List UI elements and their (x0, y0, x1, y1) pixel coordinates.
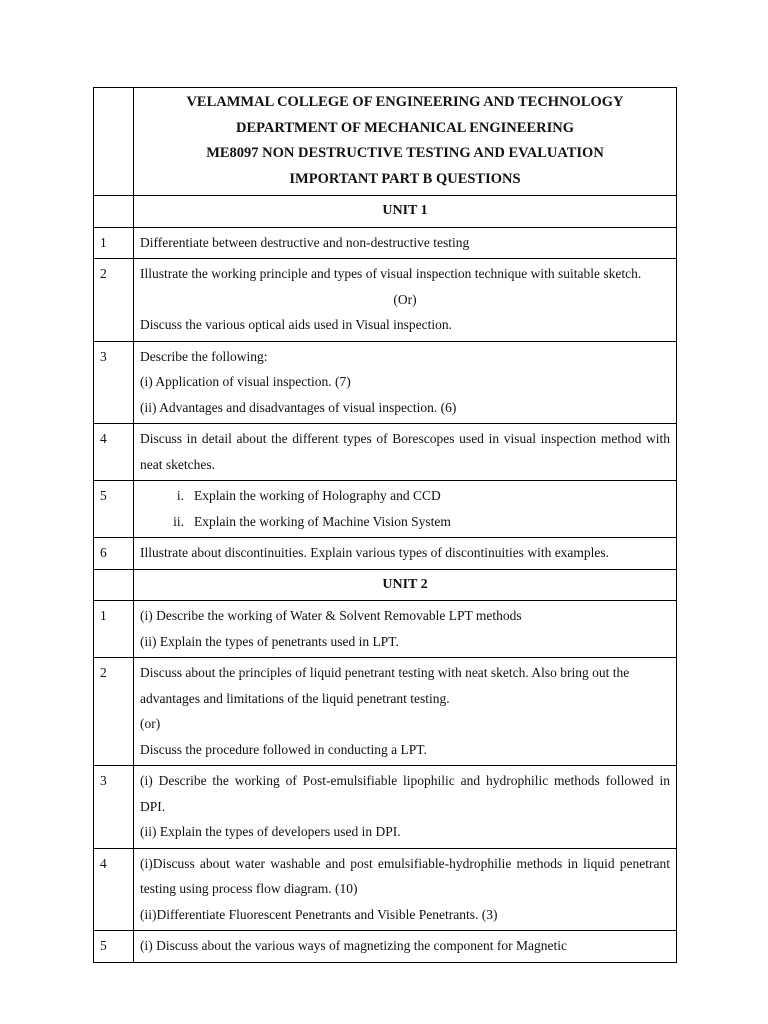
sub-question: (ii) Advantages and disadvantages of visual inspection. (6) (140, 399, 457, 415)
question-cell (134, 341, 677, 424)
alternate-question: Discuss the various optical aids used in Visual inspection. (140, 317, 453, 332)
question-text: Discuss in detail about the different types of Borescopes used in visual inspection method with neat sketches. (134, 424, 677, 481)
sub-question: (i) Describe the working of Post-emulsifiable lipophilic and hydrophilic methods followed in DPI. (140, 773, 670, 814)
question-text: Illustrate about discontinuities. Explain various types of discontinuities with examples. (134, 538, 677, 570)
table-row (94, 658, 677, 766)
sub-question: (i) Discuss about the various ways of magnetizing the component for Magnetic (140, 938, 568, 953)
table-row (94, 538, 677, 570)
roman-list (140, 483, 670, 534)
question-text: Discuss about the principles of liquid penetrant testing with neat sketch. Also bring out the advantages and limitations of the liquid penetrant testing. (140, 665, 630, 706)
question-number: 6 (94, 538, 134, 570)
question-text: Illustrate the working principle and types of visual inspection technique with suitable sketch. (140, 266, 642, 281)
questions-table (93, 87, 677, 963)
table-row (94, 766, 677, 849)
list-marker: ii. (173, 513, 184, 529)
unit-1-row (94, 196, 677, 228)
course-title: ME8097 NON DESTRUCTIVE TESTING AND EVALUATION (206, 145, 604, 161)
unit-2-title: UNIT 2 (134, 569, 677, 601)
table-row (94, 848, 677, 931)
or-separator: (Or) (393, 291, 417, 307)
list-item-text: Explain the working of Holography and CCD (194, 488, 441, 503)
table-row (94, 931, 677, 963)
unit-1-title: UNIT 1 (134, 196, 677, 228)
header-number-cell (94, 88, 134, 196)
question-text: Differentiate between destructive and non-destructive testing (134, 227, 677, 259)
document-title: IMPORTANT PART B QUESTIONS (289, 170, 521, 187)
table-row (94, 601, 677, 658)
question-number: 4 (94, 424, 134, 481)
question-cell (134, 259, 677, 342)
or-separator: (or) (140, 716, 161, 731)
sub-question: (ii)Differentiate Fluorescent Penetrants and Visible Penetrants. (3) (140, 906, 498, 922)
sub-question: (ii) Explain the types of penetrants used in LPT. (140, 633, 399, 649)
question-cell (134, 931, 677, 963)
table-row (94, 227, 677, 259)
question-number: 3 (94, 341, 134, 424)
list-item-text: Explain the working of Machine Vision System (194, 513, 451, 529)
question-number: 5 (94, 931, 134, 963)
question-number: 1 (94, 601, 134, 658)
alternate-question: Discuss the procedure followed in conducting a LPT. (140, 741, 427, 757)
table-row (94, 424, 677, 481)
list-item (140, 483, 670, 509)
question-cell (134, 766, 677, 849)
header-row (94, 88, 677, 196)
unit-2-row (94, 569, 677, 601)
list-item (140, 509, 670, 535)
question-number: 1 (94, 227, 134, 259)
question-cell (134, 601, 677, 658)
question-text: Describe the following: (140, 348, 268, 364)
question-cell (134, 848, 677, 931)
college-name: VELAMMAL COLLEGE OF ENGINEERING AND TECHNOLOGY (186, 94, 624, 110)
question-number: 2 (94, 658, 134, 766)
question-cell (134, 658, 677, 766)
question-number: 4 (94, 848, 134, 931)
sub-question: (i) Application of visual inspection. (7) (140, 374, 351, 389)
table-row (94, 341, 677, 424)
list-marker: i. (176, 488, 184, 503)
sub-question: (i) Describe the working of Water & Solvent Removable LPT methods (140, 608, 522, 623)
table-row (94, 481, 677, 538)
sub-question: (i)Discuss about water washable and post emulsifiable-hydrophilie methods in liquid penetrant testing using process flow diagram. (10) (140, 855, 670, 896)
header-cell (134, 88, 677, 196)
question-number: 2 (94, 259, 134, 342)
question-number: 5 (94, 481, 134, 538)
question-number: 3 (94, 766, 134, 849)
department-name: DEPARTMENT OF MECHANICAL ENGINEERING (236, 119, 574, 136)
question-cell (134, 481, 677, 538)
sub-question: (ii) Explain the types of developers used in DPI. (140, 824, 401, 839)
table-row (94, 259, 677, 342)
